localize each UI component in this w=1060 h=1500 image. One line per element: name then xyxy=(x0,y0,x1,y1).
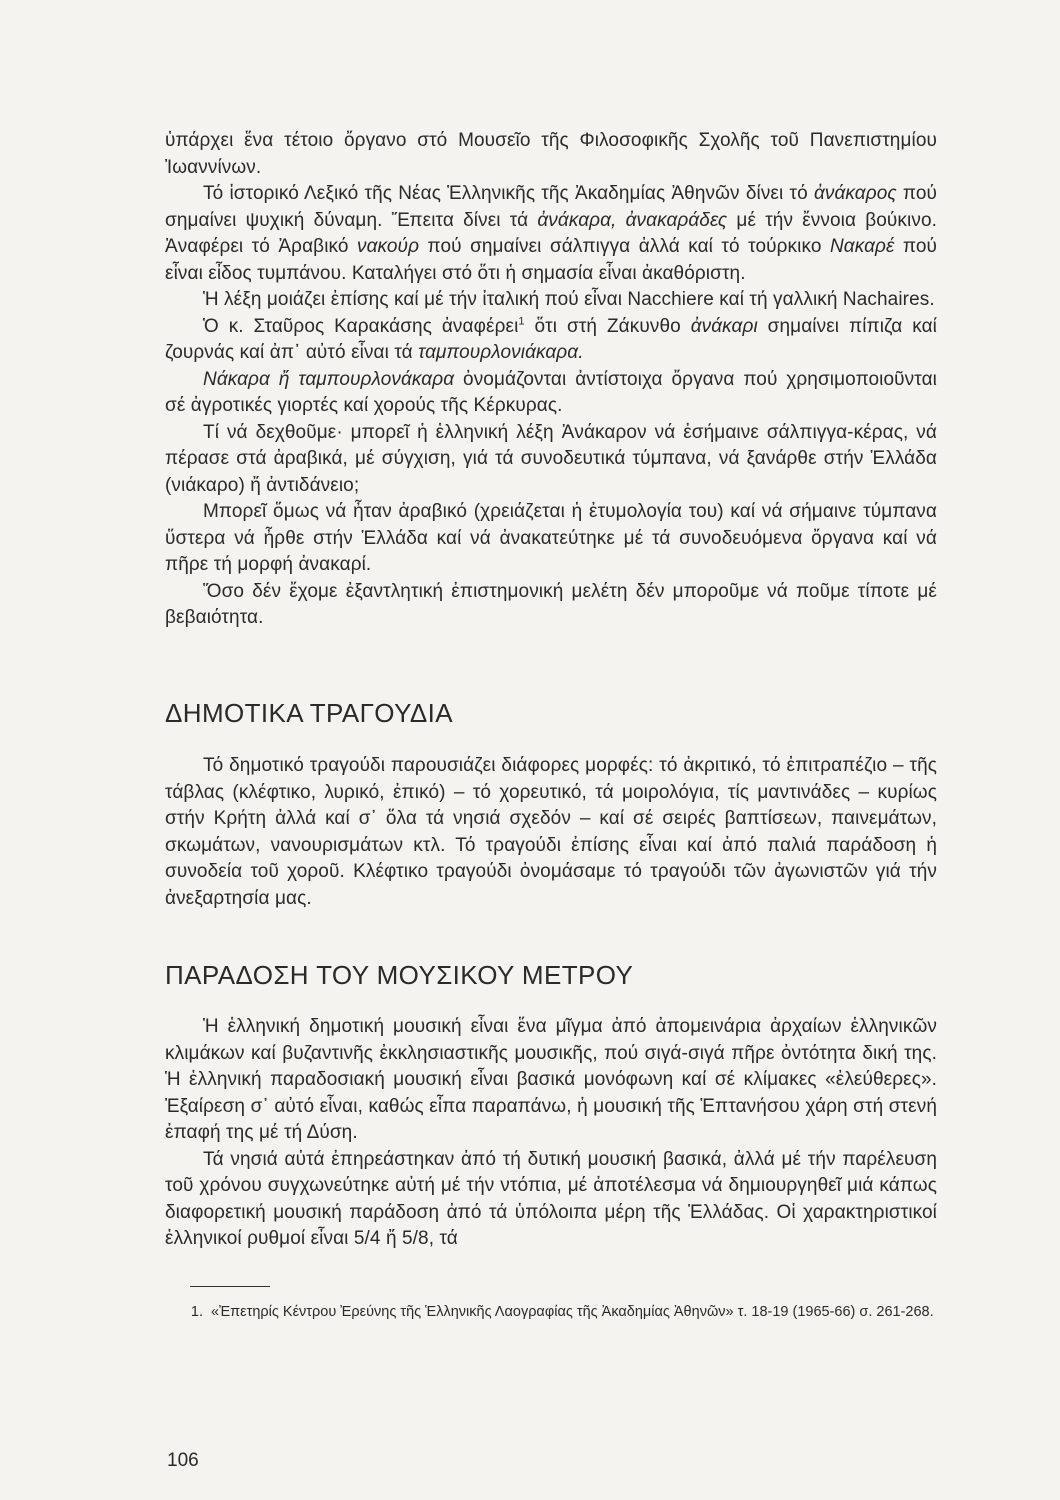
paragraph-italian-french: Ἡ λέξη μοιάζει ἐπίσης καί μέ τήν ἰταλική πού εἶναι Nacchiere καί τή γαλλική Nachaires. xyxy=(203,289,935,310)
footnote-number: 1. xyxy=(190,1304,203,1320)
paragraph-folk-songs: Τό δημοτικό τραγούδι παρουσιάζει διάφορες μορφές: τό ἀκριτικό, τό ἐπιτραπέζιο – τῆς τάβλας (κλέφτικο, λυρικό, ἐπικό) – τό χορευτικό, τά μοιρολόγια, τίς μαντινάδες – κυρίως στήν Κρήτη ἀλλά καί σ᾽ ὅλα τά νησιά σχεδόν – καί σέ σειρές βαπτίσεων, παινεμάτων, σκωμάτων, νανουρισμάτων κτλ. Τό τραγούδι ἐπίσης εἶναι καί ἀπό παλιά παράδοση ἡ συνοδεία τοῦ χοροῦ. Κλέφτικο τραγούδι ὀνομάσαμε τό τραγούδι τῶν ἀγωνιστῶν γιά τήν ἀνεξαρτησία μας. xyxy=(165,755,937,909)
paragraph-corfu: Νάκαρα ἤ ταμπουρλονάκαρα ὀνομάζονται ἀντίστοιχα ὄργανα πού χρησιμοποιοῦνται σέ ἀγροτικές γιορτές καί χορούς τῆς Κέρκυρας. xyxy=(165,368,937,416)
footnote-text: «Ἐπετηρίς Κέντρου Ἐρεύνης τῆς Ἑλληνικῆς Λαογραφίας τῆς Ἀκαδημίας Ἀθηνῶν» τ. 18-19 (1965-66) σ. 261-268. xyxy=(211,1304,934,1320)
paragraph-islands: Τά νησιά αὐτά ἐπηρεάστηκαν ἀπό τή δυτική μουσική βασικά, ἀλλά μέ τήν παρέλευση τοῦ χρόνου συγχωνεύτηκε αὐτή μέ τήν ντόπια, μέ ἀποτέλεσμα νά δημιουργηθεῖ μιά κάπως διαφορετική μουσική παράδοση ἀπό τά ὑπόλοιπα μέρη τῆς Ἑλλάδας. Οἱ χαρακτηριστικοί ἑλληνικοί ρυθμοί εἶναι 5/4 ἤ 5/8, τά xyxy=(165,1148,937,1249)
paragraph-continued: ὑπάρχει ἕνα τέτοιο ὄργανο στό Μουσεῖο τῆς Φιλοσοφικῆς Σχολῆς τοῦ Πανεπιστημίου Ἰωαννίνων. xyxy=(165,130,937,178)
page-number: 106 xyxy=(167,1450,199,1471)
paragraph-conclusion: Ὅσο δέν ἔχομε ἐξαντλητική ἐπιστημονική μελέτη δέν μποροῦμε νά ποῦμε τίποτε μέ βεβαιότητα. xyxy=(165,580,937,628)
paragraph-greek-music: Ἡ ἑλληνική δημοτική μουσική εἶναι ἕνα μῖγμα ἀπό ἀπομεινάρια ἀρχαίων ἑλληνικῶν κλιμάκων καί βυζαντινῆς ἐκκλησιαστικῆς μουσικῆς, πού σιγά-σιγά πῆρε ὀντότητα δική της. Ἡ ἑλληνική παραδοσιακή μουσική εἶναι βασικά μονόφωνη καί σέ κλίμακες «ἐλεύθερες». Ἐξαίρεση σ᾽ αὐτό εἶναι, καθώς εἶπα παραπάνω, ἡ μουσική τῆς Ἑπτανήσου χάρη στή στενή ἐπαφή της μέ τή Δύση. xyxy=(165,1016,937,1143)
footnote-ref: 1 xyxy=(518,315,525,328)
paragraph-arabic: Μπορεῖ ὅμως νά ἦταν ἀραβικό (χρειάζεται ἡ ἐτυμολογία του) καί νά σήμαινε τύμπανα ὕστερα νά ἦρθε στήν Ἑλλάδα καί νά ἀνακατεύτηκε μέ τά συνοδευόμενα ὄργανα καί νά πῆρε τή μορφή ἀνακαρί. xyxy=(165,501,937,575)
folk-songs-block xyxy=(165,753,937,912)
section-heading-music-meter: ΠΑΡΑΔΟΣΗ ΤΟΥ ΜΟΥΣΙΚΟΥ ΜΕΤΡΟΥ xyxy=(165,960,634,990)
paragraph-karakasis: Ὁ κ. Σταῦρος Καρακάσης ἀναφέρει$^1$ ὅτι στή Ζάκυνθο ἀνάκαρι σημαίνει πίπιζα καί ζουρνάς καί ἀπ᾽ αὐτό εἶναι τά ταμπουρλονιάκαρα. xyxy=(165,315,938,363)
top-text-block xyxy=(165,128,937,632)
footnote xyxy=(165,1301,937,1324)
music-meter-block xyxy=(165,1014,937,1253)
paragraph-question: Τί νά δεχθοῦμε· μπορεῖ ἡ ἑλληνική λέξη Ἀνάκαρον νά ἐσήμαινε σάλπιγγα-κέρας, νά πέρασε στά ἀραβικά, μέ σύγχιση, γιά τά συνοδευτικά τύμπανα, νά ξανάρθε στήν Ἑλλάδα (νιάκαρο) ἤ ἀντιδάνειο; xyxy=(165,421,937,496)
section-heading-folk-songs: ΔΗΜΟΤΙΚΑ ΤΡΑΓΟΥΔΙΑ xyxy=(165,698,454,728)
paragraph-lexicon: Τό ἱστορικό Λεξικό τῆς Νέας Ἑλληνικῆς τῆς Ἀκαδημίας Ἀθηνῶν δίνει τό ἀνάκαρος πού σημαίνει ψυχική δύναμη. Ἔπειτα δίνει τά ἀνάκαρα, ἀνακαράδες μέ τήν ἔννοια βούκινο. Ἀναφέρει τό Ἀραβικό νακούρ πού σημαίνει σάλπιγγα ἀλλά καί τό τούρκικο Νακαρέ πού εἶναι εἶδος τυμπάνου. Καταλήγει στό ὅτι ἡ σημασία εἶναι ἀκαθόριστη. xyxy=(165,183,937,284)
footnote-divider xyxy=(190,1286,270,1287)
